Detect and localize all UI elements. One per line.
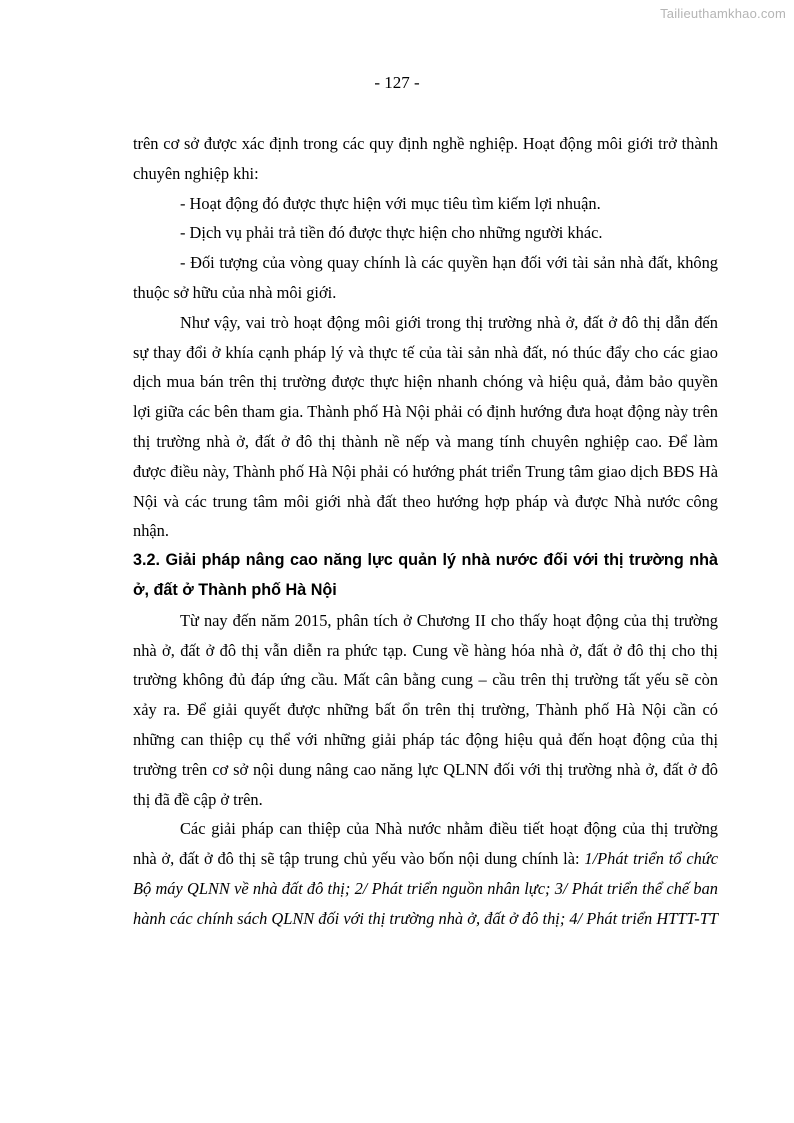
paragraph-broker-role: Như vậy, vai trò hoạt động môi giới trong thị trường nhà ở, đất ở đô thị dẫn đến sự thay đổi ở khía cạnh pháp lý và thực tế của tài sản nhà đất, nó thúc đẩy cho các giao dịch mua bán trên thị trường được thực hiện nhanh chóng và hiệu quả, đảm bảo quyền lợi giữa các bên tham gia. Thành phố Hà Nội phải có định hướng đưa hoạt động này trên thị trường nhà ở, đất ở đô thị thành nề nếp và mang tính chuyên nghiệp cao. Để làm được điều này, Thành phố Hà Nội phải có hướng phát triển Trung tâm giao dịch BĐS Hà Nội và các trung tâm môi giới nhà đất theo hướng hợp pháp và được Nhà nước công nhận. (133, 312, 718, 541)
paragraph-continuation: trên cơ sở được xác định trong các quy định nghề nghiệp. Hoạt động môi giới trở thành chuyên nghiệp khi: (133, 134, 718, 183)
section-heading: 3.2. Giải pháp nâng cao năng lực quản lý nhà nước đối với thị trường nhà ở, đất ở Thành phố Hà Nội (133, 551, 718, 599)
solutions-list: 1/Phát triển tổ chức Bộ máy QLNN về nhà đất đô thị; 2/ Phát triển nguồn nhân lực; 3/ Phát triển thể chế ban hành các chính sách QLNN đối với thị trường nhà ở, đất ở đô thị; 4/ Phát triển HTTT-TT (133, 849, 719, 928)
watermark: Tailieuthamkhao.com (660, 6, 786, 21)
document-body (133, 129, 718, 934)
paragraph-market-analysis: Từ nay đến năm 2015, phân tích ở Chương II cho thấy hoạt động của thị trường nhà ở, đất ở đô thị vẫn diễn ra phức tạp. Cung về hàng hóa nhà ở, đất ở đô thị cho thị trường không đủ đáp ứng cầu. Mất cân bằng cung – cầu trên thị trường tất yếu sẽ còn xảy ra. Để giải quyết được những bất ổn trên thị trường, Thành phố Hà Nội cần có những can thiệp cụ thể với những giải pháp tác động hiệu quả đến hoạt động của thị trường trên cơ sở nội dung nâng cao năng lực QLNN đối với thị trường nhà ở, đất ở đô thị đã đề cập ở trên. (133, 610, 718, 809)
solutions-intro: Các giải pháp can thiệp của Nhà nước nhằm điều tiết hoạt động của thị trường nhà ở, đất ở đô thị sẽ tập trung chủ yếu vào bốn nội dung chính là: (133, 819, 718, 869)
page-number: - 127 - (374, 73, 420, 92)
bullet-item: - Dịch vụ phải trả tiền đó được thực hiện cho những người khác. (180, 223, 603, 243)
paragraph-solutions (133, 814, 718, 933)
bullet-item: - Hoạt động đó được thực hiện với mục tiêu tìm kiếm lợi nhuận. (180, 193, 601, 213)
bullet-item: - Đối tượng của vòng quay chính là các quyền hạn đối với tài sản nhà đất, không thuộc sở hữu của nhà môi giới. (133, 253, 718, 302)
